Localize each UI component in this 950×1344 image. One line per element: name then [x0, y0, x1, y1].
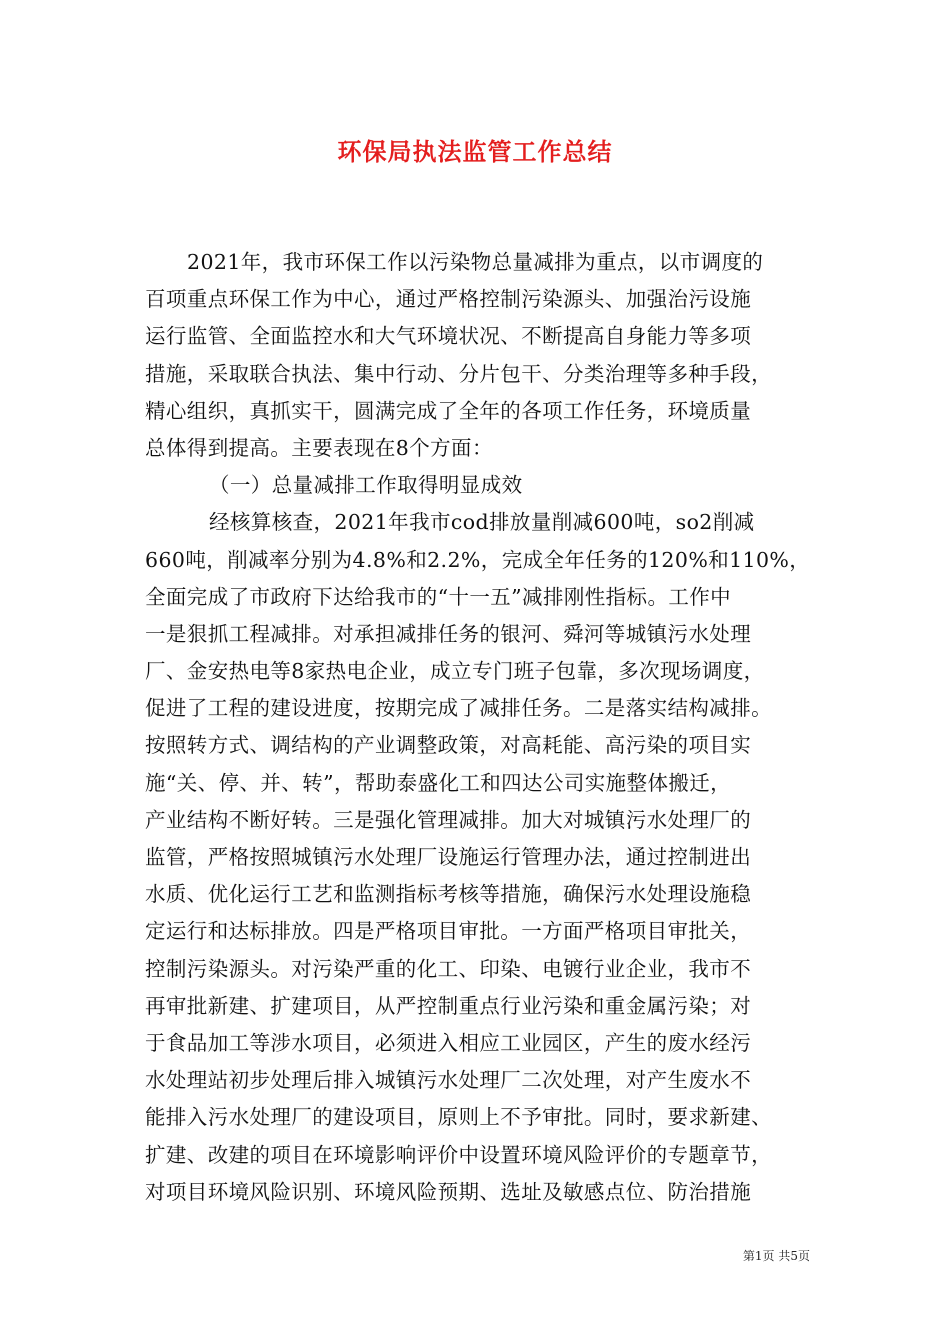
text-line: 运行监管、全面监控水和大气环境状况、不断提高自身能力等多项	[145, 324, 752, 349]
text-line: 控制污染源头。对污染严重的化工、印染、电镀行业企业，我市不	[145, 956, 752, 981]
text-line: 一是狠抓工程减排。对承担减排任务的银河、舜河等城镇污水处理	[145, 621, 752, 646]
text-line: 措施，采取联合执法、集中行动、分片包干、分类治理等多种手段，	[145, 361, 772, 386]
page-number: 第1页 共5页	[742, 1249, 810, 1263]
text-line: 660吨，削减率分别为4.8%和2.2%，完成全年任务的120%和110%，	[145, 547, 811, 572]
text-line: 2021年，我市环保工作以污染物总量减排为重点，以市调度的	[187, 250, 764, 274]
text-line: 水质、优化运行工艺和监测指标考核等措施，确保污水处理设施稳	[145, 882, 752, 907]
text-line: 水处理站初步处理后排入城镇污水处理厂二次处理，对产生废水不	[145, 1068, 752, 1093]
document-title: 环保局执法监管工作总结	[337, 138, 613, 166]
text-line: 百项重点环保工作为中心，通过严格控制污染源头、加强治污设施	[145, 287, 752, 312]
text-line: 促进了工程的建设进度，按期完成了减排任务。二是落实结构减排。	[145, 696, 772, 721]
text-line: 经核算核查，2021年我市cod排放量削减600吨，so2削减	[209, 510, 755, 535]
text-line: 于食品加工等涉水项目，必须进入相应工业园区，产生的废水经污	[145, 1030, 752, 1055]
text-line: 全面完成了市政府下达给我市的“十一五”减排刚性指标。工作中	[145, 584, 732, 609]
text-line: 再审批新建、扩建项目，从严控制重点行业污染和重金属污染；对	[145, 993, 752, 1018]
text-line: 产业结构不断好转。三是强化管理减排。加大对城镇污水处理厂的	[145, 807, 752, 832]
text-line: 按照转方式、调结构的产业调整政策，对高耗能、高污染的项目实	[145, 733, 752, 758]
document-body	[145, 244, 810, 1211]
text-line: 厂、金安热电等8家热电企业，成立专门班子包靠，多次现场调度，	[145, 659, 765, 684]
text-line: 定运行和达标排放。四是严格项目审批。一方面严格项目审批关，	[145, 919, 752, 944]
text-line: 总体得到提高。主要表现在8个方面：	[145, 435, 493, 460]
text-line: 施“关、停、并、转”，帮助泰盛化工和四达公司实施整体搬迁，	[145, 770, 732, 795]
text-line: 精心组织，真抓实干，圆满完成了全年的各项工作任务，环境质量	[145, 398, 752, 423]
section-heading: （一）总量减排工作取得明显成效	[209, 473, 523, 498]
text-line: 能排入污水处理厂的建设项目，原则上不予审批。同时，要求新建、	[145, 1105, 772, 1130]
text-line: 扩建、改建的项目在环境影响评价中设置环境风险评价的专题章节，	[145, 1142, 772, 1167]
text-line: 监管，严格按照城镇污水处理厂设施运行管理办法，通过控制进出	[145, 845, 752, 869]
text-line: 对项目环境风险识别、环境风险预期、选址及敏感点位、防治措施	[145, 1179, 752, 1204]
